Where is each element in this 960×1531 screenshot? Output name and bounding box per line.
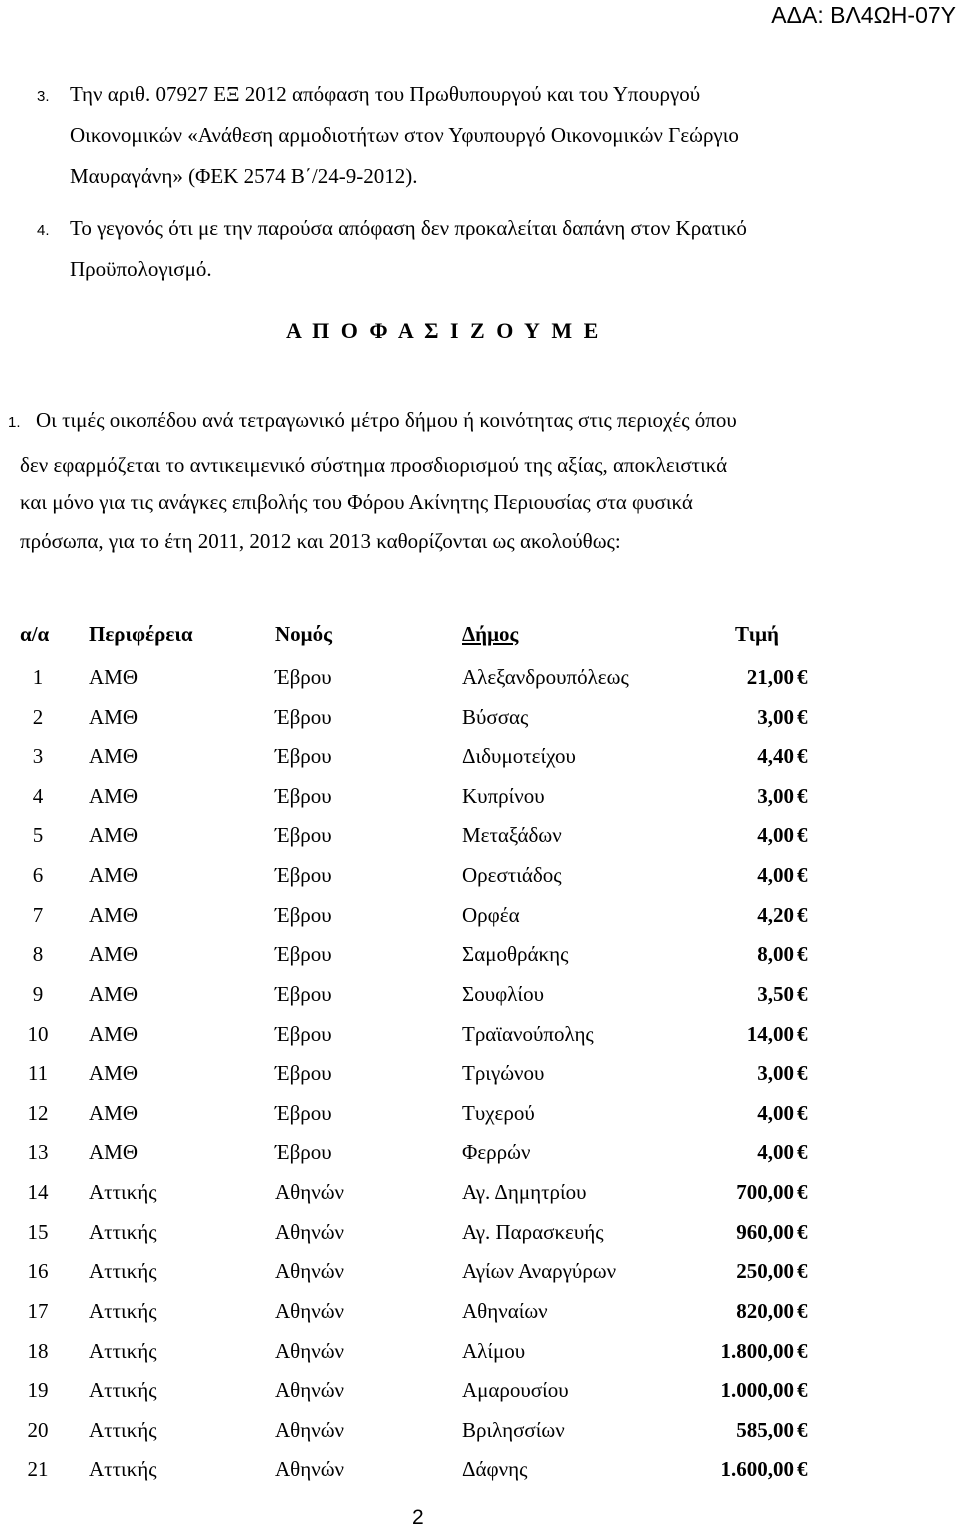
row-prefecture: Έβρου <box>275 705 332 729</box>
row-price: 14,00 <box>746 1022 794 1046</box>
table-row <box>0 855 960 895</box>
euro-sign: € <box>797 784 808 808</box>
row-region: ΑΜΘ <box>89 903 139 927</box>
row-aa: 11 <box>27 1061 49 1085</box>
table-row <box>0 1014 960 1054</box>
row-prefecture: Έβρου <box>275 1140 332 1164</box>
row-aa: 19 <box>27 1378 49 1402</box>
row-prefecture: Έβρου <box>275 942 332 966</box>
euro-sign: € <box>797 1140 808 1164</box>
decision-1-number: 1. <box>8 414 21 431</box>
euro-sign: € <box>797 1180 808 1204</box>
row-prefecture: Έβρου <box>275 1061 332 1085</box>
row-price: 700,00 <box>736 1180 794 1204</box>
row-municipality: Σαμοθράκης <box>462 942 569 966</box>
row-municipality: Τριγώνου <box>462 1061 545 1085</box>
euro-sign: € <box>797 1299 808 1323</box>
row-prefecture: Αθηνών <box>275 1220 345 1244</box>
row-aa: 5 <box>32 823 44 847</box>
euro-sign: € <box>797 665 808 689</box>
euro-sign: € <box>797 1457 808 1481</box>
decision-1-line-1: Οι τιμές οικοπέδου ανά τετραγωνικό μέτρο δήμου ή κοινότητας στις περιοχές όπου <box>36 408 737 432</box>
row-region: ΑΜΘ <box>89 1061 139 1085</box>
table-row <box>0 657 960 697</box>
consideration-3-line-3: Μαυραγάνη» (ΦΕΚ 2574 Β΄/24-9-2012). <box>70 164 418 188</box>
table-row <box>0 1291 960 1331</box>
decision-1-line-2: δεν εφαρμόζεται το αντικειμενικό σύστημα προσδιορισμού της αξίας, αποκλειστικά <box>20 453 728 477</box>
row-region: ΑΜΘ <box>89 1140 139 1164</box>
row-aa: 14 <box>27 1180 49 1204</box>
row-aa: 10 <box>27 1022 49 1046</box>
euro-sign: € <box>797 1418 808 1442</box>
row-municipality: Αγίων Αναργύρων <box>462 1259 617 1283</box>
table-row <box>0 974 960 1014</box>
euro-sign: € <box>797 705 808 729</box>
table-row <box>0 815 960 855</box>
row-price: 820,00 <box>736 1299 794 1323</box>
header-aa: α/α <box>20 622 50 646</box>
row-aa: 18 <box>27 1339 49 1363</box>
row-municipality: Τυχερού <box>462 1101 535 1125</box>
row-price: 4,40 <box>757 744 794 768</box>
row-aa: 8 <box>32 942 44 966</box>
row-prefecture: Αθηνών <box>275 1418 345 1442</box>
row-aa: 13 <box>27 1140 49 1164</box>
row-region: ΑΜΘ <box>89 784 139 808</box>
header-region: Περιφέρεια <box>89 622 193 646</box>
row-region: Αττικής <box>89 1339 157 1363</box>
row-aa: 9 <box>32 982 44 1006</box>
table-row <box>0 895 960 935</box>
row-aa: 12 <box>27 1101 49 1125</box>
row-region: ΑΜΘ <box>89 1101 139 1125</box>
row-municipality: Μεταξάδων <box>462 823 562 847</box>
euro-sign: € <box>797 1220 808 1244</box>
row-price: 21,00 <box>746 665 794 689</box>
row-prefecture: Έβρου <box>275 903 332 927</box>
row-region: ΑΜΘ <box>89 1022 139 1046</box>
row-price: 4,00 <box>757 1101 794 1125</box>
row-price: 4,00 <box>757 1140 794 1164</box>
row-price: 3,50 <box>757 982 794 1006</box>
row-municipality: Βύσσας <box>462 705 529 729</box>
row-price: 1.000,00 <box>720 1378 794 1402</box>
consideration-3-line-2: Οικονομικών «Ανάθεση αρμοδιοτήτων στον Υφυπουργό Οικονομικών Γεώργιο <box>70 123 739 147</box>
row-prefecture: Αθηνών <box>275 1259 345 1283</box>
row-aa: 4 <box>32 784 44 808</box>
row-region: Αττικής <box>89 1220 157 1244</box>
row-price: 250,00 <box>736 1259 794 1283</box>
row-municipality: Ορφέα <box>462 903 520 927</box>
row-prefecture: Αθηνών <box>275 1378 345 1402</box>
row-region: ΑΜΘ <box>89 665 139 689</box>
consideration-3-number: 3. <box>37 88 50 105</box>
row-aa: 16 <box>27 1259 49 1283</box>
table-row <box>0 934 960 974</box>
row-region: ΑΜΘ <box>89 863 139 887</box>
euro-sign: € <box>797 942 808 966</box>
row-price: 4,00 <box>757 823 794 847</box>
row-municipality: Τραϊανούπολης <box>462 1022 594 1046</box>
row-municipality: Δάφνης <box>462 1457 528 1481</box>
row-municipality: Βριλησσίων <box>462 1418 565 1442</box>
row-municipality: Αγ. Παρασκευής <box>462 1220 604 1244</box>
euro-sign: € <box>797 982 808 1006</box>
table-row <box>0 1132 960 1172</box>
header-price: Τιμή <box>735 622 779 646</box>
row-price: 1.600,00 <box>720 1457 794 1481</box>
euro-sign: € <box>797 1259 808 1283</box>
row-municipality: Ορεστιάδος <box>462 863 562 887</box>
row-prefecture: Αθηνών <box>275 1339 345 1363</box>
decision-heading: Α Π Ο Φ Α Σ Ι Ζ Ο Υ Μ Ε <box>286 318 602 343</box>
row-prefecture: Αθηνών <box>275 1180 345 1204</box>
row-price: 585,00 <box>736 1418 794 1442</box>
table-row <box>0 1449 960 1489</box>
row-prefecture: Έβρου <box>275 982 332 1006</box>
row-aa: 21 <box>27 1457 49 1481</box>
row-region: Αττικής <box>89 1299 157 1323</box>
row-region: ΑΜΘ <box>89 744 139 768</box>
row-municipality: Φερρών <box>462 1140 531 1164</box>
euro-sign: € <box>797 1378 808 1402</box>
row-municipality: Αμαρουσίου <box>462 1378 569 1402</box>
header-prefecture: Νομός <box>275 622 332 646</box>
row-municipality: Αλεξανδρουπόλεως <box>462 665 629 689</box>
row-prefecture: Αθηνών <box>275 1299 345 1323</box>
row-aa: 15 <box>27 1220 49 1244</box>
table-row <box>0 736 960 776</box>
row-region: Αττικής <box>89 1259 157 1283</box>
euro-sign: € <box>797 1061 808 1085</box>
euro-sign: € <box>797 863 808 887</box>
header-municipality: Δήμος <box>462 622 519 646</box>
row-price: 3,00 <box>757 784 794 808</box>
euro-sign: € <box>797 1101 808 1125</box>
consideration-3-line-1: Την αριθ. 07927 ΕΞ 2012 απόφαση του Πρωθυπουργού και του Υπουργού <box>70 82 701 106</box>
table-row <box>0 776 960 816</box>
row-region: Αττικής <box>89 1457 157 1481</box>
row-aa: 20 <box>27 1418 49 1442</box>
table-row <box>0 1251 960 1291</box>
table-header <box>0 614 960 654</box>
row-price: 4,20 <box>757 903 794 927</box>
row-prefecture: Έβρου <box>275 863 332 887</box>
row-aa: 17 <box>27 1299 49 1323</box>
row-aa: 2 <box>32 705 44 729</box>
euro-sign: € <box>797 1339 808 1363</box>
row-aa: 1 <box>32 665 44 689</box>
ada-code: ΑΔΑ: ΒΛ4ΩΗ-07Υ <box>771 2 956 28</box>
table-row <box>0 1212 960 1252</box>
row-region: Αττικής <box>89 1418 157 1442</box>
row-municipality: Σουφλίου <box>462 982 544 1006</box>
row-municipality: Διδυμοτείχου <box>462 744 576 768</box>
row-price: 3,00 <box>757 705 794 729</box>
row-price: 1.800,00 <box>720 1339 794 1363</box>
euro-sign: € <box>797 744 808 768</box>
row-price: 4,00 <box>757 863 794 887</box>
row-price: 960,00 <box>736 1220 794 1244</box>
decision-1-line-4: πρόσωπα, για το έτη 2011, 2012 και 2013 καθορίζονται ως ακολούθως: <box>20 529 621 553</box>
row-aa: 3 <box>32 744 44 768</box>
row-municipality: Αγ. Δημητρίου <box>462 1180 587 1204</box>
table-row <box>0 1370 960 1410</box>
consideration-4-line-2: Προϋπολογισμό. <box>70 257 212 281</box>
table-row <box>0 1053 960 1093</box>
row-region: ΑΜΘ <box>89 942 139 966</box>
euro-sign: € <box>797 823 808 847</box>
row-municipality: Αλίμου <box>462 1339 526 1363</box>
row-region: Αττικής <box>89 1378 157 1402</box>
euro-sign: € <box>797 903 808 927</box>
row-price: 3,00 <box>757 1061 794 1085</box>
row-prefecture: Έβρου <box>275 823 332 847</box>
row-prefecture: Έβρου <box>275 1022 332 1046</box>
row-region: ΑΜΘ <box>89 823 139 847</box>
euro-sign: € <box>797 1022 808 1046</box>
consideration-4-line-1: Το γεγονός ότι με την παρούσα απόφαση δεν προκαλείται δαπάνη στον Κρατικό <box>70 216 747 240</box>
row-aa: 7 <box>32 903 44 927</box>
row-prefecture: Αθηνών <box>275 1457 345 1481</box>
row-region: ΑΜΘ <box>89 982 139 1006</box>
consideration-4-number: 4. <box>37 222 50 239</box>
row-region: ΑΜΘ <box>89 705 139 729</box>
table-row <box>0 1093 960 1133</box>
row-prefecture: Έβρου <box>275 665 332 689</box>
row-region: Αττικής <box>89 1180 157 1204</box>
table-row <box>0 1331 960 1371</box>
page-number: 2 <box>412 1506 424 1529</box>
row-price: 8,00 <box>757 942 794 966</box>
row-prefecture: Έβρου <box>275 1101 332 1125</box>
table-row <box>0 1410 960 1450</box>
row-prefecture: Έβρου <box>275 784 332 808</box>
row-municipality: Αθηναίων <box>462 1299 548 1323</box>
decision-1-line-3: και μόνο για τις ανάγκες επιβολής του Φόρου Ακίνητης Περιουσίας στα φυσικά <box>20 490 693 514</box>
row-municipality: Κυπρίνου <box>462 784 545 808</box>
table-row <box>0 1172 960 1212</box>
table-row <box>0 697 960 737</box>
row-prefecture: Έβρου <box>275 744 332 768</box>
row-aa: 6 <box>32 863 44 887</box>
